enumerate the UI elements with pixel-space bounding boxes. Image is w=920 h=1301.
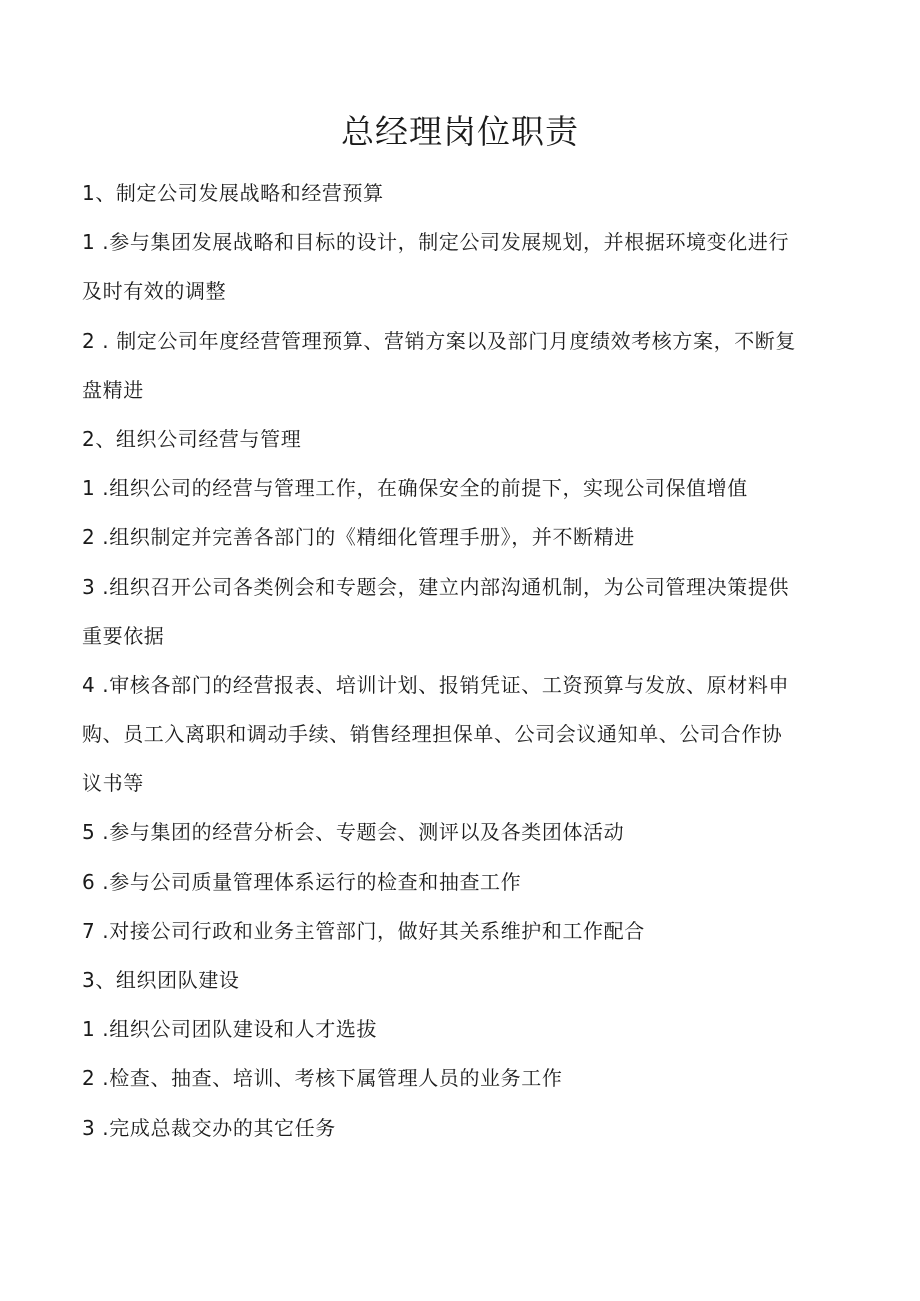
paragraph-line: 重要依据 — [82, 623, 165, 648]
paragraph-line: 1 .组织公司团队建设和人才选拔 — [82, 1017, 378, 1042]
document-title: 总经理岗位职责 — [341, 112, 579, 151]
paragraph-line: 购、员工入离职和调动手续、销售经理担保单、公司会议通知单、公司合作协 — [82, 722, 783, 747]
paragraph-line: 及时有效的调整 — [82, 279, 227, 304]
paragraph-line: 2 . 制定公司年度经营管理预算、营销方案以及部门月度绩效考核方案，不断复 — [82, 328, 796, 353]
paragraph-line: 6 .参与公司质量管理体系运行的检查和抽查工作 — [82, 869, 522, 894]
section-heading-2: 2、组织公司经营与管理 — [82, 426, 302, 451]
paragraph-line: 2 .检查、抽查、培训、考核下属管理人员的业务工作 — [82, 1066, 563, 1091]
paragraph-line: 5 .参与集团的经营分析会、专题会、测评以及各类团体活动 — [82, 820, 625, 845]
paragraph-line: 1 .组织公司的经营与管理工作，在确保安全的前提下，实现公司保值增值 — [82, 476, 748, 501]
paragraph-line: 1 .参与集团发展战略和目标的设计，制定公司发展规划，并根据环境变化进行 — [82, 230, 790, 255]
paragraph-line: 3 .组织召开公司各类例会和专题会，建立内部沟通机制，为公司管理决策提供 — [82, 574, 790, 599]
paragraph-line: 议书等 — [82, 771, 144, 796]
section-heading-1: 1、制定公司发展战略和经营预算 — [82, 181, 384, 205]
paragraph-line: 3 .完成总裁交办的其它任务 — [82, 1115, 336, 1140]
paragraph-line: 7 .对接公司行政和业务主管部门，做好其关系维护和工作配合 — [82, 918, 645, 943]
document-body — [82, 169, 842, 1153]
paragraph-line: 4 .审核各部门的经营报表、培训计划、报销凭证、工资预算与发放、原材料申 — [82, 672, 790, 697]
paragraph-line: 盘精进 — [82, 377, 144, 402]
paragraph-line: 2 .组织制定并完善各部门的《精细化管理手册》，并不断精进 — [82, 525, 635, 550]
section-heading-3: 3、组织团队建设 — [82, 968, 240, 992]
